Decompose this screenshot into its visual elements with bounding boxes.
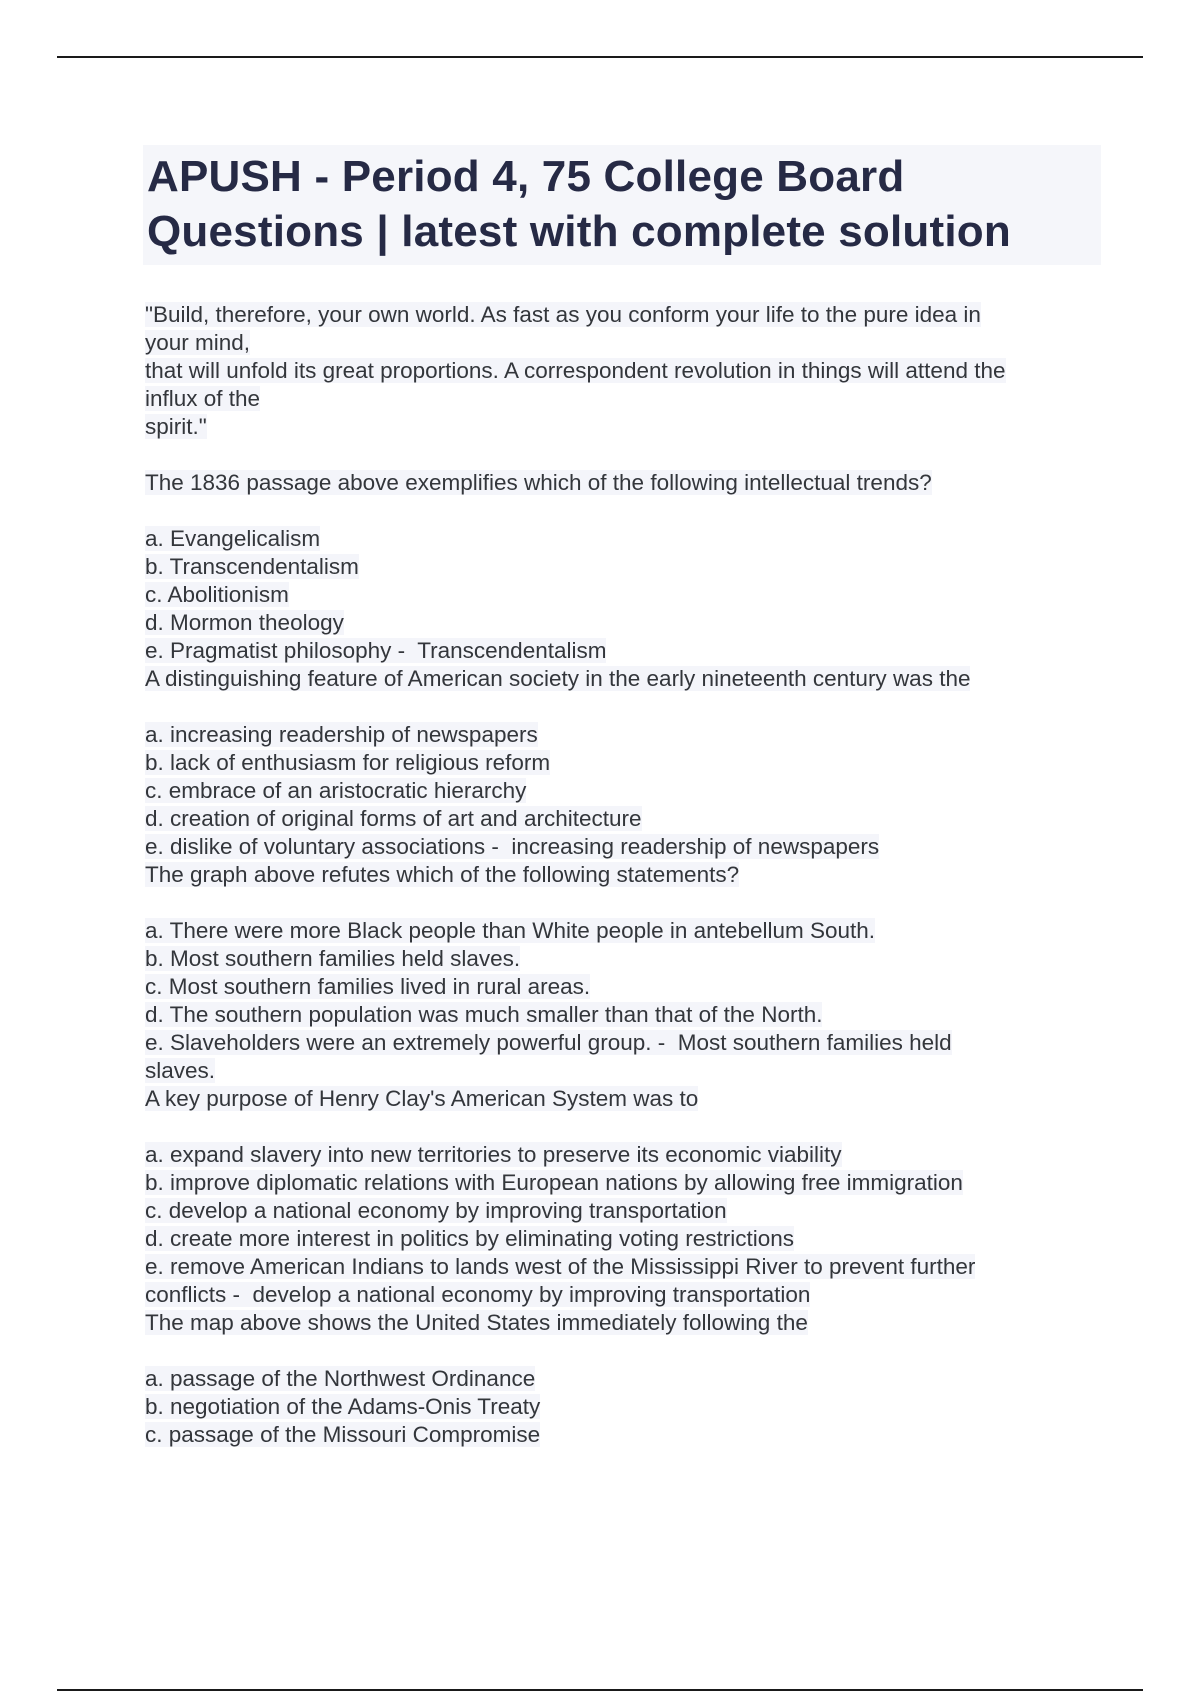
title-line-2: Questions | latest with complete solution <box>147 207 1011 256</box>
text-line <box>145 637 1145 665</box>
text-line-content: A distinguishing feature of American society in the early nineteenth century was the <box>145 666 971 691</box>
text-line <box>145 833 1145 861</box>
text-line <box>145 805 1145 833</box>
text-line <box>145 1197 1145 1225</box>
text-line <box>145 1029 1145 1057</box>
top-rule <box>57 56 1143 58</box>
text-line-content: d. The southern population was much smaller than that of the North. <box>145 1002 823 1027</box>
text-line-content: The graph above refutes which of the following statements? <box>145 862 740 887</box>
blank-line <box>145 1337 1145 1365</box>
blank-line <box>145 693 1145 721</box>
text-line <box>145 777 1145 805</box>
text-line-content: a. expand slavery into new territories to preserve its economic viability <box>145 1142 842 1167</box>
blank-line <box>145 497 1145 525</box>
text-line-content: b. Most southern families held slaves. <box>145 946 521 971</box>
text-line <box>145 301 1145 329</box>
title-line-1: APUSH - Period 4, 75 College Board <box>147 152 905 201</box>
text-line <box>145 357 1145 385</box>
text-line-content: your mind, <box>145 330 251 355</box>
text-line-content: e. remove American Indians to lands west of the Mississippi River to prevent further <box>145 1254 976 1279</box>
document-title <box>143 145 1101 265</box>
text-line <box>145 945 1145 973</box>
blank-line <box>145 1113 1145 1141</box>
bottom-rule <box>57 1689 1143 1691</box>
text-line-content: b. Transcendentalism <box>145 554 359 579</box>
text-line <box>145 1365 1145 1393</box>
text-line <box>145 413 1145 441</box>
text-line-content: "Build, therefore, your own world. As fast as you conform your life to the pure idea in <box>145 302 981 327</box>
text-line <box>145 1393 1145 1421</box>
text-line-content: The map above shows the United States immediately following the <box>145 1310 808 1335</box>
text-line <box>145 1001 1145 1029</box>
text-line <box>145 469 1145 497</box>
text-line <box>145 721 1145 749</box>
text-line <box>145 609 1145 637</box>
text-line <box>145 581 1145 609</box>
text-line <box>145 917 1145 945</box>
text-line-content: c. develop a national economy by improving transportation <box>145 1198 727 1223</box>
text-line <box>145 525 1145 553</box>
text-line <box>145 665 1145 693</box>
text-line <box>145 1141 1145 1169</box>
text-line <box>145 1309 1145 1337</box>
text-line-content: b. lack of enthusiasm for religious reform <box>145 750 551 775</box>
text-line-content: b. negotiation of the Adams-Onis Treaty <box>145 1394 541 1419</box>
text-line <box>145 1085 1145 1113</box>
text-line-content: d. creation of original forms of art and architecture <box>145 806 642 831</box>
text-line-content: a. increasing readership of newspapers <box>145 722 538 747</box>
text-line <box>145 1421 1145 1449</box>
text-line <box>145 1253 1145 1281</box>
text-line-content: e. dislike of voluntary associations - increasing readership of newspapers <box>145 834 880 859</box>
text-line-content: c. embrace of an aristocratic hierarchy <box>145 778 527 803</box>
text-line <box>145 1057 1145 1085</box>
text-line-content: b. improve diplomatic relations with European nations by allowing free immigration <box>145 1170 963 1195</box>
document-body <box>145 301 1145 1449</box>
text-line-content: e. Slaveholders were an extremely powerful group. - Most southern families held <box>145 1030 952 1055</box>
text-line-content: e. Pragmatist philosophy - Transcendentalism <box>145 638 607 663</box>
text-line-content: conflicts - develop a national economy by improving transportation <box>145 1282 811 1307</box>
text-line-content: slaves. <box>145 1058 216 1083</box>
blank-line <box>145 441 1145 469</box>
text-line-content: a. passage of the Northwest Ordinance <box>145 1366 536 1391</box>
text-line <box>145 1225 1145 1253</box>
text-line-content: d. Mormon theology <box>145 610 344 635</box>
text-line <box>145 749 1145 777</box>
text-line <box>145 329 1145 357</box>
text-line <box>145 861 1145 889</box>
text-line-content: The 1836 passage above exemplifies which of the following intellectual trends? <box>145 470 932 495</box>
text-line-content: a. Evangelicalism <box>145 526 321 551</box>
blank-line <box>145 889 1145 917</box>
text-line-content: d. create more interest in politics by eliminating voting restrictions <box>145 1226 795 1251</box>
text-line <box>145 1281 1145 1309</box>
text-line-content: influx of the <box>145 386 261 411</box>
text-line <box>145 385 1145 413</box>
text-line <box>145 553 1145 581</box>
text-line-content: that will unfold its great proportions. A correspondent revolution in things will attend the <box>145 358 1006 383</box>
text-line <box>145 973 1145 1001</box>
text-line <box>145 1169 1145 1197</box>
text-line-content: c. passage of the Missouri Compromise <box>145 1422 541 1447</box>
text-line-content: c. Abolitionism <box>145 582 289 607</box>
text-line-content: a. There were more Black people than White people in antebellum South. <box>145 918 876 943</box>
text-line-content: spirit." <box>145 414 207 439</box>
text-line-content: A key purpose of Henry Clay's American System was to <box>145 1086 699 1111</box>
text-line-content: c. Most southern families lived in rural areas. <box>145 974 591 999</box>
